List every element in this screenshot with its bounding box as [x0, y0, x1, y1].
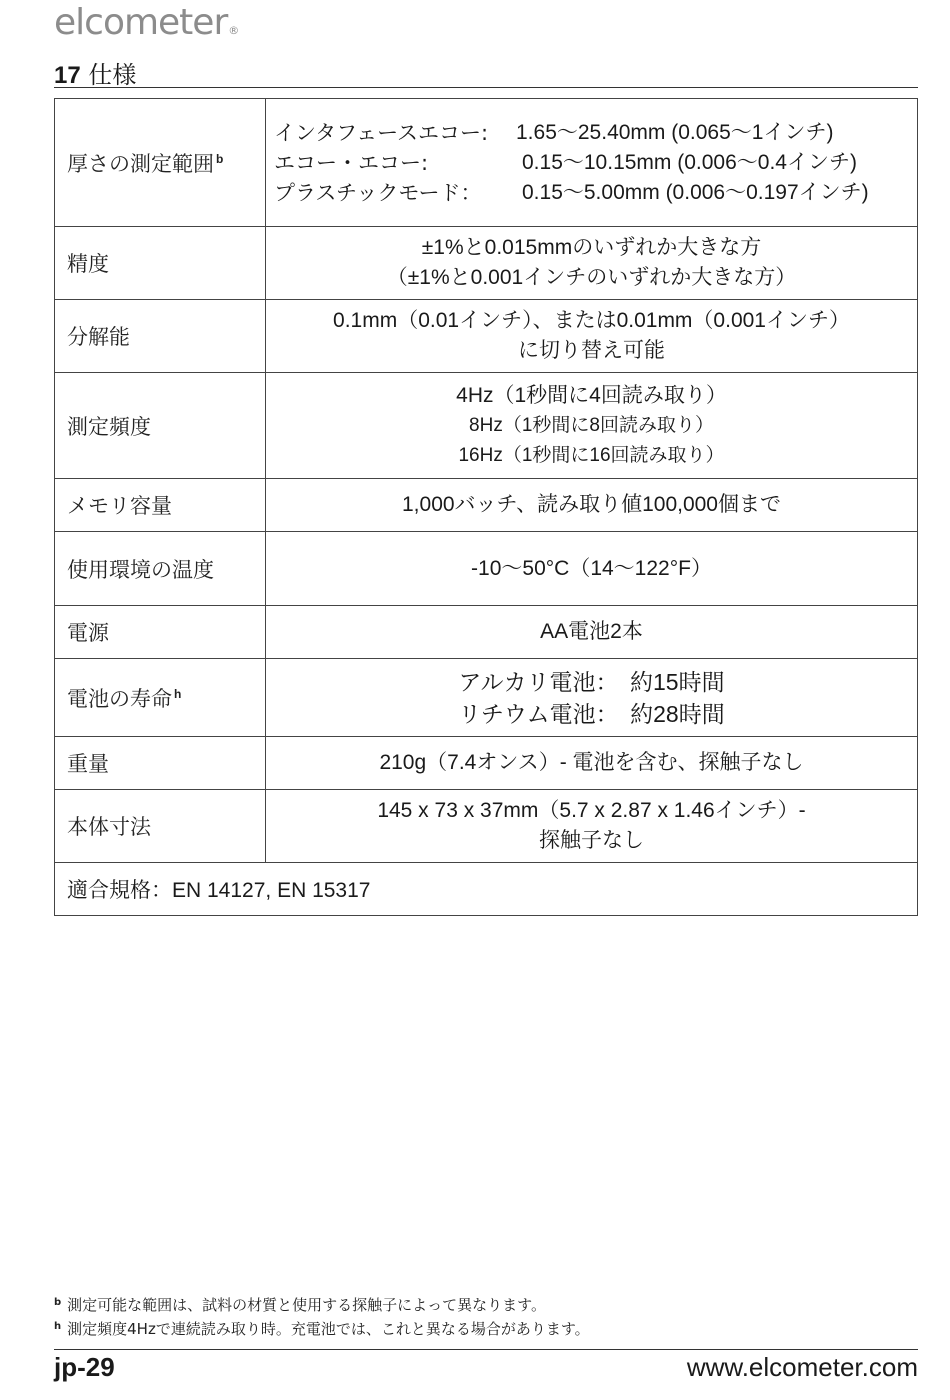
- specification-table: [54, 98, 918, 916]
- table-row-battery-life: [55, 659, 918, 737]
- table-row-resolution: [55, 300, 918, 373]
- spec-value: [266, 99, 918, 227]
- section-heading: [54, 55, 136, 90]
- elcometer-logo: elcometer®: [54, 2, 239, 43]
- mode-range: 1.65～25.40mm (0.065～1インチ): [516, 120, 834, 144]
- spec-label: 使用環境の温度: [55, 532, 266, 606]
- table-row-operating-temperature: [55, 532, 918, 606]
- mode-range: 0.15～10.15mm (0.006～0.4インチ): [522, 150, 857, 174]
- table-row-weight: [55, 737, 918, 790]
- spec-value: アルカリ電池： 約15時間 リチウム電池： 約28時間: [266, 659, 918, 737]
- mode-name: プラスチックモード：: [274, 180, 482, 205]
- footnote-b: $^b$ 測定可能な範囲は、試料の材質と使用する探触子によって異なります。: [54, 1296, 546, 1314]
- spec-value: 1,000バッチ、読み取り値100,000個まで: [266, 479, 918, 532]
- spec-value: AA電池2本: [266, 606, 918, 659]
- spec-label: 電池の寿命 $^h$: [55, 659, 266, 737]
- footnote-h: $^h$ 測定頻度4Hzで連続読み取り時。充電池では、これと異なる場合があります。: [54, 1320, 590, 1338]
- spec-value: 145 x 73 x 37mm（5.7 x 2.87 x 1.46インチ）- 探触子なし: [266, 790, 918, 863]
- thickness-mode-list: [266, 118, 917, 208]
- spec-label: 測定頻度: [55, 373, 266, 479]
- section-number: 17: [54, 62, 81, 89]
- header-rule: [54, 87, 918, 88]
- spec-label: 精度: [55, 227, 266, 300]
- page-number: jp-29: [54, 1352, 115, 1382]
- spec-value: 0.1mm（0.01インチ）、または0.01mm（0.001インチ） に切り替え可能: [266, 300, 918, 373]
- spec-label: メモリ容量: [55, 479, 266, 532]
- spec-label: 重量: [55, 737, 266, 790]
- table-row-conformity: [55, 863, 918, 916]
- mode-range: 0.15～5.00mm (0.006～0.197インチ): [522, 180, 869, 204]
- spec-value: ±1%と0.015mmのいずれか大きな方 （±1%と0.001インチのいずれか大きな方）: [266, 227, 918, 300]
- spec-value: 4Hz（1秒間に4回読み取り） 8Hz（1秒間に8回読み取り） 16Hz（1秒間に16回読み取り）: [266, 373, 918, 479]
- table-row-thickness-range: [55, 99, 918, 227]
- section-title: 仕様: [88, 61, 137, 89]
- conformity-value: EN 14127, EN 15317: [172, 879, 371, 902]
- table-row-accuracy: [55, 227, 918, 300]
- table-row-measurement-rate: [55, 373, 918, 479]
- spec-label: 電源: [55, 606, 266, 659]
- footnotes: [54, 1292, 590, 1340]
- mode-name: インタフェースエコー:: [274, 120, 489, 145]
- table-row-memory: [55, 479, 918, 532]
- spec-label: 分解能: [55, 300, 266, 373]
- conformity-label: 適合規格：: [67, 878, 172, 902]
- conformity-cell: [55, 863, 918, 916]
- mode-name: エコー・エコー:: [274, 150, 429, 175]
- spec-label: 厚さの測定範囲 $^b$: [55, 99, 266, 227]
- website-link[interactable]: www.elcometer.com: [686, 1352, 918, 1382]
- spec-value: -10～50°C（14～122°F）: [266, 532, 918, 606]
- spec-label: 本体寸法: [55, 790, 266, 863]
- footer-rule: [54, 1349, 918, 1350]
- table-row-dimensions: [55, 790, 918, 863]
- spec-value: 210g（7.4オンス）- 電池を含む、探触子なし: [266, 737, 918, 790]
- table-row-power-supply: [55, 606, 918, 659]
